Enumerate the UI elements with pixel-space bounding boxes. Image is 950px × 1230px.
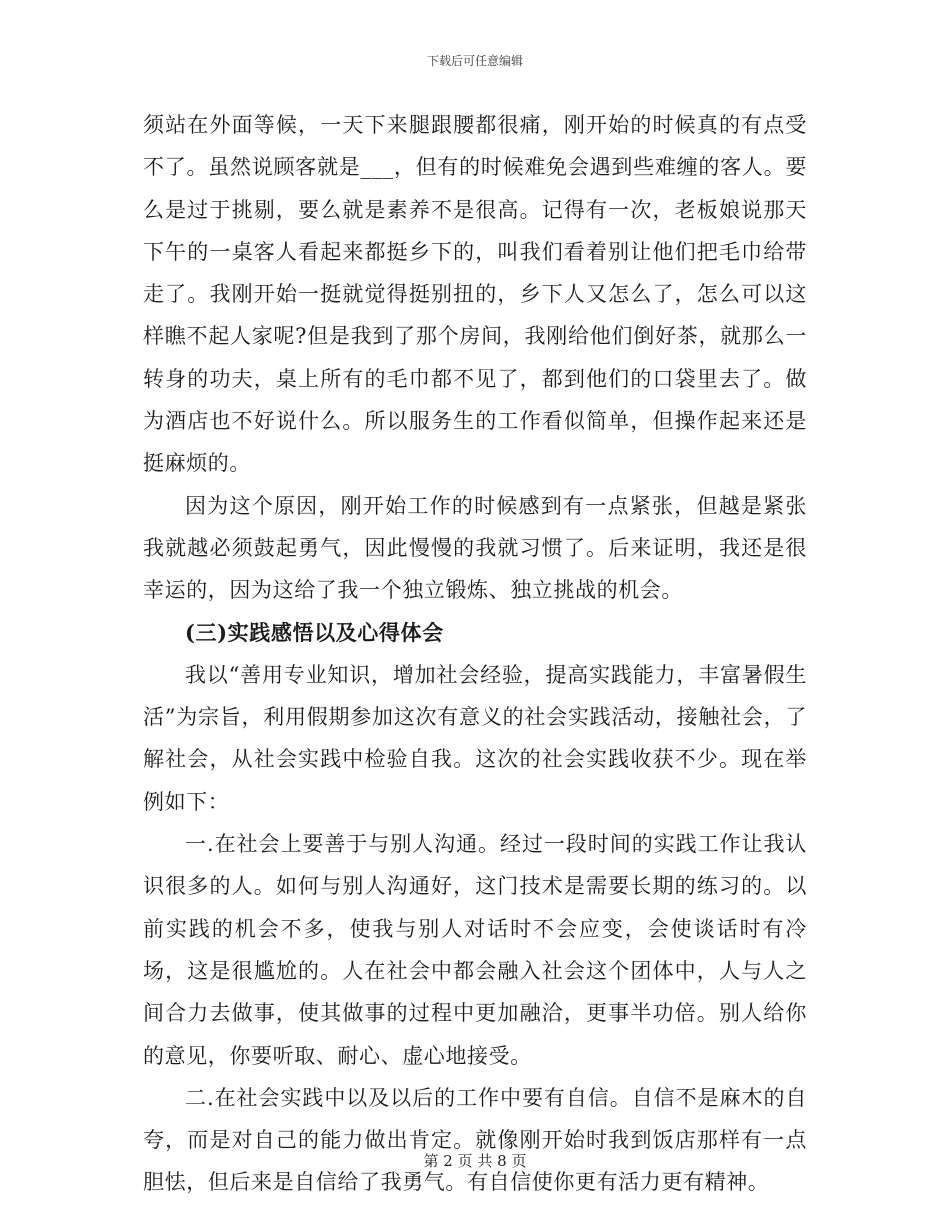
document-body xyxy=(143,104,807,1204)
paragraph-nervous-start: 因为这个原因，刚开始工作的时候感到有一点紧张，但越是紧张我就越必须鼓起勇气，因此慢慢的我就习惯了。后来证明，我还是很幸运的，因为这给了我一个独立锻炼、独立挑战的机会。 xyxy=(143,493,807,603)
paragraph-purpose: 我以“善用专业知识，增加社会经验，提高实践能力，丰富暑假生活”为宗旨，利用假期参加这次有意义的社会实践活动，接触社会，了解社会，从社会实践中检验自我。这次的社会实践收获不少。现在举例如下： xyxy=(143,662,807,814)
section-heading: (三)实践感悟以及心得体会 xyxy=(185,619,444,645)
paragraph-point-one: 一.在社会上要善于与别人沟通。经过一段时间的实践工作让我认识很多的人。如何与别人沟通好，这门技术是需要长期的练习的。以前实践的机会不多，使我与别人对话时不会应变，会使谈话时有冷场，这是很尴尬的。人在社会中都会融入社会这个团体中，人与人之间合力去做事，使其做事的过程中更加融洽，更事半功倍。别人给你的意见，你要听取、耐心、虚心地接受。 xyxy=(143,832,807,1068)
paragraph-point-two: 二.在社会实践中以及以后的工作中要有自信。自信不是麻木的自夸，而是对自己的能力做出肯定。就像刚开始时我到饭店那样有一点胆怯，但后来是自信给了我勇气。有自信使你更有活力更有精神。 xyxy=(143,1085,807,1195)
paragraph-waiter-experience: 须站在外面等候，一天下来腿跟腰都很痛，刚开始的时候真的有点受不了。虽然说顾客就是___，但有的时候难免会遇到些难缠的客人。要么是过于挑剔，要么就是素养不是很高。记得有一次，老板娘说那天下午的一桌客人看起来都挺乡下的，叫我们看着别让他们把毛巾给带走了。我刚开始一挺就觉得挺别扭的，乡下人又怎么了，怎么可以这样瞧不起人家呢?但是我到了那个房间，我刚给他们倒好茶，就那么一转身的功夫，桌上所有的毛巾都不见了，都到他们的口袋里去了。做为酒店也不好说什么。所以服务生的工作看似简单，但操作起来还是挺麻烦的。 xyxy=(143,113,807,476)
page-header: 下载后可任意编辑 xyxy=(426,54,523,68)
page-number: 第 2 页 共 8 页 xyxy=(423,1152,527,1170)
